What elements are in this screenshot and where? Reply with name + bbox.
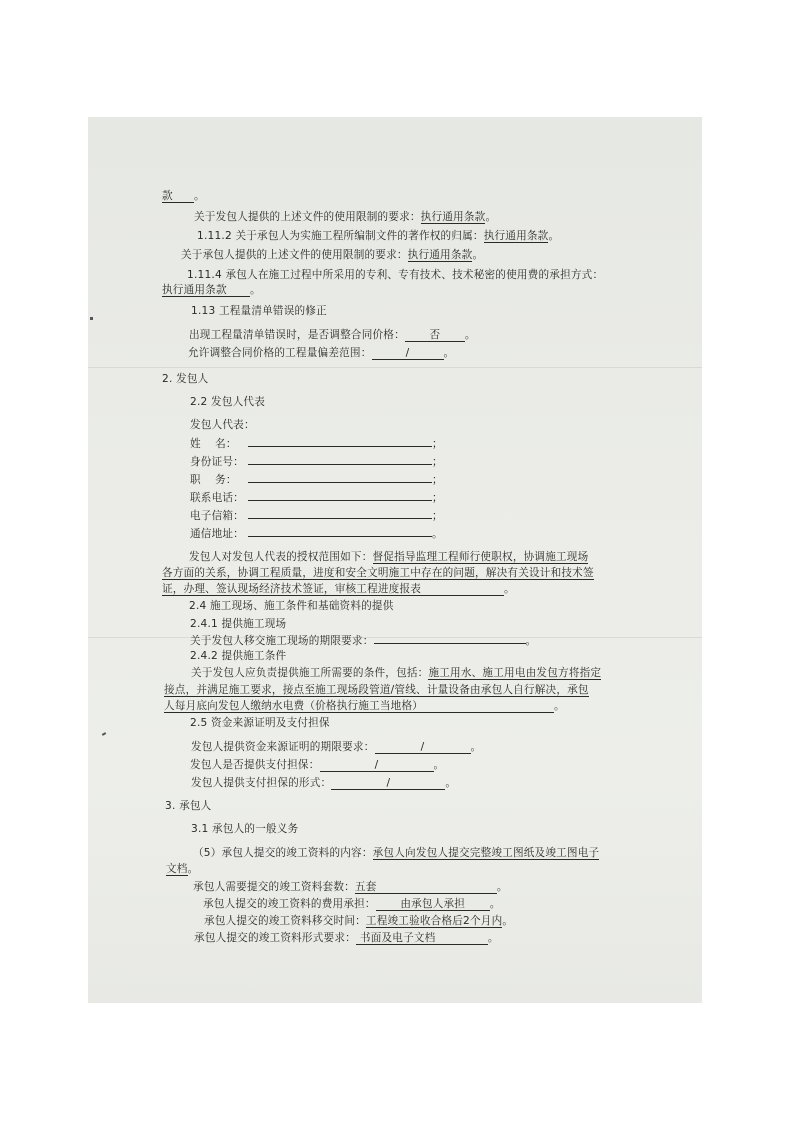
speck	[102, 732, 106, 736]
underlined-field: 由承包人承担	[376, 898, 490, 911]
rep-field-email: 电子信箱： ；	[190, 510, 443, 522]
text-line: 1.11.2 关于承包人为实施工程所编制文件的著作权的归属：执行通用条款。	[197, 230, 560, 242]
text-line: 人每月底向发包人缴纳水电费（价格执行施工当地格） 。	[164, 700, 565, 712]
text-line: 允许调整合同价格的工程量偏差范围： / 。	[188, 347, 455, 359]
rep-field-id: 身份证号： ；	[190, 456, 443, 468]
blank-field	[248, 490, 432, 501]
underlined-field: 执行通用条款	[407, 249, 473, 261]
text-line: 关于承包人提供的上述文件的使用限制的要求：执行通用条款。	[181, 249, 484, 261]
section-heading: 1.13 工程量清单错误的修正	[191, 305, 327, 317]
underlined-field: /	[372, 347, 444, 360]
text-line	[164, 683, 589, 697]
section-heading: 3.1 承包人的一般义务	[191, 823, 299, 835]
rep-field-name: 姓 名： ；	[190, 438, 443, 450]
text-line: 关于发包人应负责提供施工所需要的条件，包括：施工用水、施工用电由发包方将指定	[191, 667, 602, 679]
underlined-field: 五套	[355, 881, 497, 894]
text-line: 出现工程量清单错误时，是否调整合同价格： 否 。	[189, 329, 476, 341]
text-line: 承包人提交的竣工资料移交时间：工程竣工验收合格后2个月内。	[204, 915, 514, 927]
text-line: 关于发包人移交施工现场的期限要求： 。	[190, 635, 537, 647]
underlined-field: 执行通用条款	[483, 230, 549, 242]
text-line: 证，办理、签认现场经济技术签证，审核工程进度报表 。	[162, 583, 515, 595]
text-line: 款 。	[162, 190, 205, 202]
blank-field	[248, 436, 432, 447]
rep-field-title: 职 务： ；	[190, 474, 443, 486]
rep-field-phone: 联系电话： ；	[190, 492, 443, 504]
text-line: （5）承包人提交的竣工资料的内容：承包人向发包人提交完整竣工图纸及竣工图电子	[193, 847, 600, 859]
underlined-field: 证，办理、签认现场经济技术签证，审核工程进度报表	[162, 583, 504, 596]
paper-fold	[88, 367, 702, 368]
underlined-field: 书面及电子文档	[356, 932, 488, 945]
underlined-field: 否	[405, 329, 465, 342]
section-heading: 2.2 发包人代表	[190, 396, 265, 408]
underlined-field: 承包人向发包人提交完整竣工图纸及竣工图电子	[372, 847, 600, 859]
text-line: 承包人需要提交的竣工资料套数：五套 。	[193, 881, 508, 893]
blank-field	[374, 633, 526, 644]
section-heading: 2.4 施工现场、施工条件和基础资料的提供	[189, 600, 394, 612]
text-line: 执行通用条款 。	[162, 284, 261, 296]
section-heading: 2. 发包人	[162, 373, 209, 385]
section-heading: 3. 承包人	[165, 800, 212, 812]
text-line: 关于发包人提供的上述文件的使用限制的要求：执行通用条款。	[194, 211, 497, 223]
text-line: 文档。	[166, 863, 199, 875]
underlined-field: 执行通用条款	[420, 211, 486, 223]
underlined-field: /	[331, 777, 445, 790]
text-line: 发包人代表：	[190, 419, 255, 431]
section-heading: 2.4.2 提供施工条件	[190, 650, 287, 662]
underlined-field: 执行通用条款	[162, 284, 250, 297]
section-heading: 2.5 资金来源证明及支付担保	[190, 717, 330, 729]
blank-field	[248, 526, 432, 537]
text-line	[162, 566, 594, 580]
blank-field	[248, 454, 432, 465]
underlined-field: 文档	[166, 863, 188, 875]
text-line: 承包人提交的竣工资料形式要求： 书面及电子文档 。	[194, 932, 499, 944]
text-line: 发包人是否提供支付担保： / 。	[190, 759, 445, 771]
blank-field	[248, 508, 432, 519]
underlined-field: 工程竣工验收合格后2个月内	[365, 915, 503, 927]
underlined-field: 各方面的关系，协调工程质量，进度和安全文明施工中存在的问题，解决有关设计和技术签	[162, 567, 594, 579]
underlined-field: 施工用水、施工用电由发包方将指定	[428, 667, 602, 679]
text-line: 承包人提交的竣工资料的费用承担： 由承包人承担 。	[203, 898, 501, 910]
underlined-field: 人每月底向发包人缴纳水电费（价格执行施工当地格）	[164, 700, 554, 713]
speck	[90, 317, 93, 320]
blank-field	[248, 472, 432, 483]
text-line: 1.11.4 承包人在施工过程中所采用的专利、专有技术、技术秘密的使用费的承担方式：	[187, 269, 604, 281]
underlined-field: 接点，并满足施工要求，接点至施工现场段管道/管线、计量设备由承包人自行解决，承包	[164, 684, 589, 696]
text-line: 发包人提供资金来源证明的期限要求： / 。	[191, 741, 482, 753]
text-line: 发包人提供支付担保的形式： / 。	[191, 777, 457, 789]
underlined-field: 款	[162, 190, 194, 203]
text-line: 发包人对发包人代表的授权范围如下：督促指导监理工程师行使职权，协调施工现场	[189, 551, 589, 563]
underlined-field: /	[320, 759, 434, 772]
underlined-field: /	[375, 741, 471, 754]
section-heading: 2.4.1 提供施工现场	[190, 618, 287, 630]
rep-field-address: 通信地址： 。	[190, 528, 443, 540]
underlined-field: 督促指导监理工程师行使职权，协调施工现场	[372, 551, 589, 563]
